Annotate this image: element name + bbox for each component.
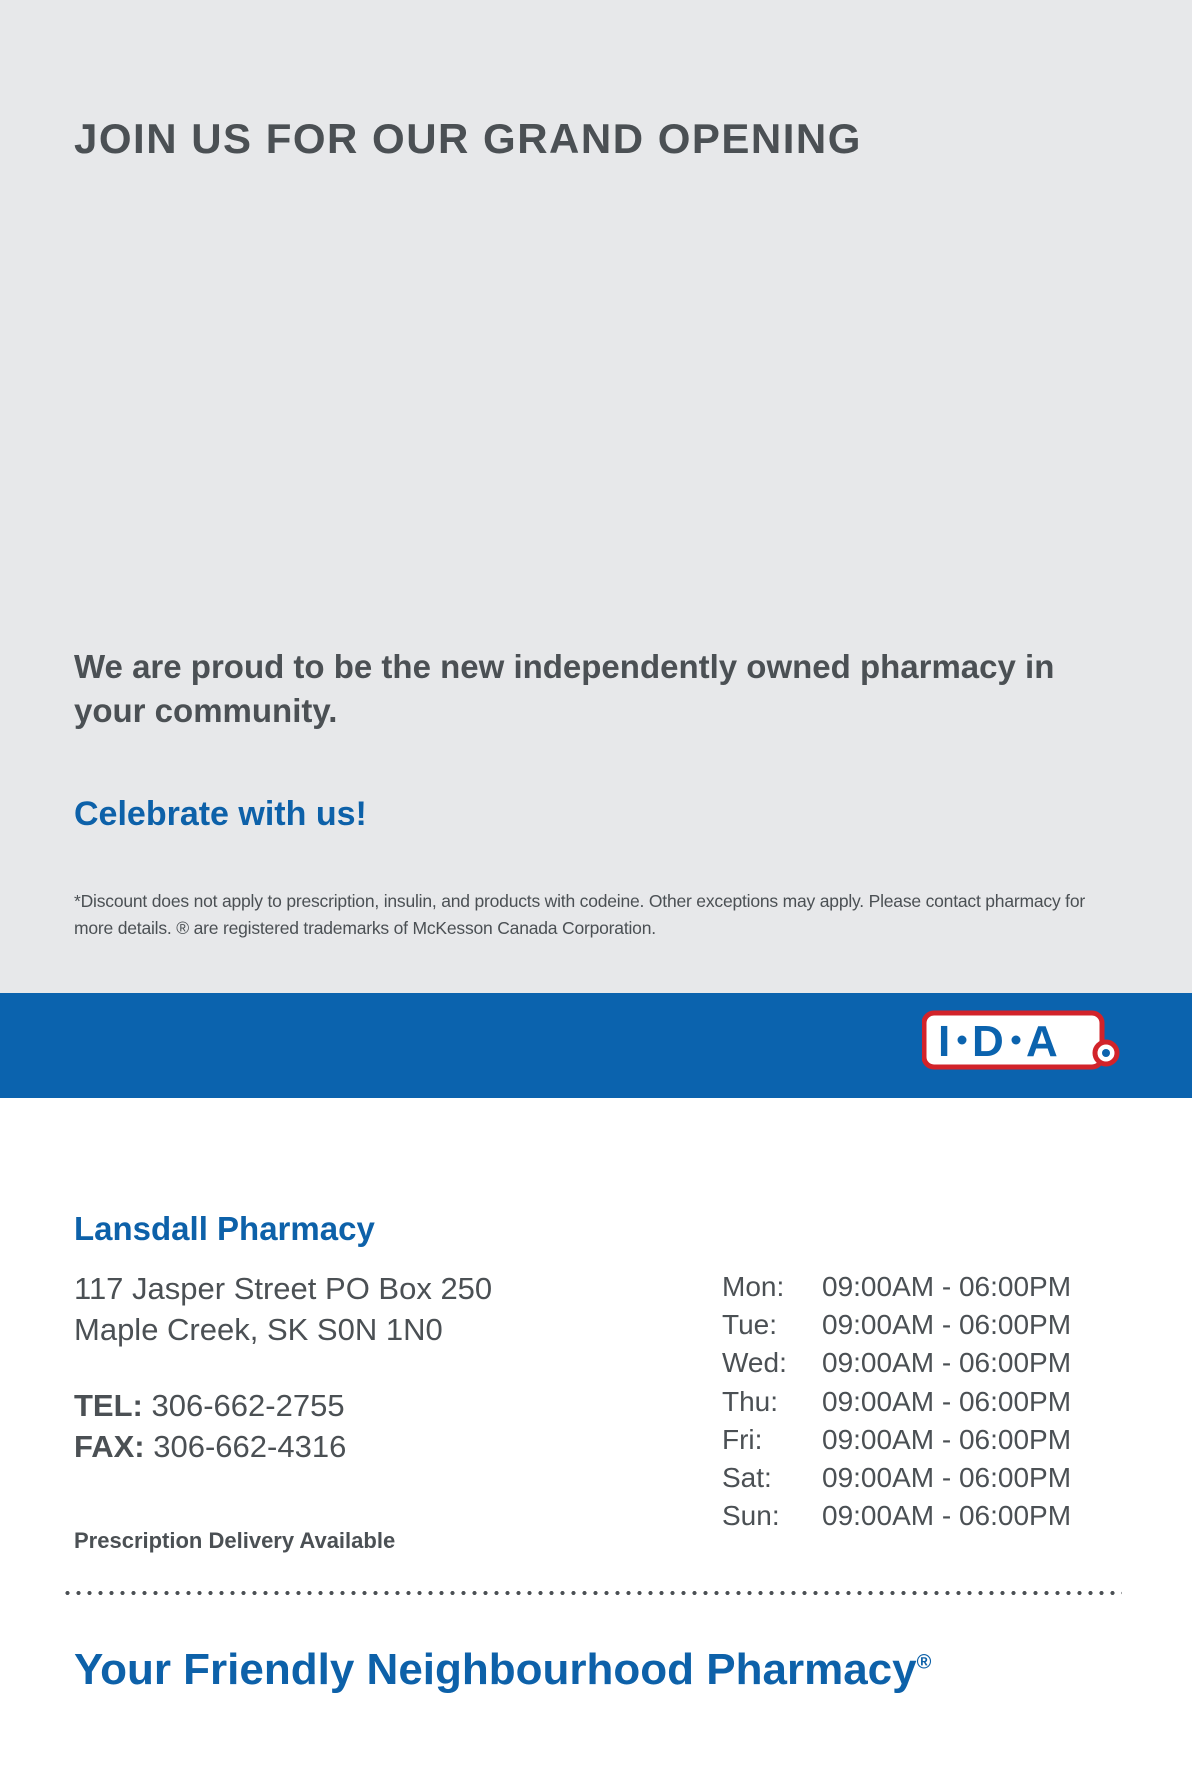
address-line-1: 117 Jasper Street PO Box 250 <box>74 1271 493 1306</box>
fax-value: 306-662-4316 <box>153 1429 347 1465</box>
hours-day: Sat: <box>722 1462 772 1494</box>
delivery-note: Prescription Delivery Available <box>74 1528 396 1553</box>
page-title: JOIN US FOR OUR GRAND OPENING <box>74 115 862 162</box>
hours-time: 09:00AM - 06:00PM <box>822 1462 1072 1494</box>
hours-day: Wed: <box>722 1347 787 1379</box>
hours-row <box>722 1344 1071 1382</box>
hours-day: Sun: <box>722 1500 780 1532</box>
hours-row <box>722 1306 1071 1344</box>
svg-text:I: I <box>938 1017 953 1066</box>
hero-image-placeholder <box>74 200 1118 600</box>
hours-time: 09:00AM - 06:00PM <box>822 1423 1072 1455</box>
fax-label: FAX: <box>74 1429 145 1465</box>
tel-label: TEL: <box>74 1388 143 1423</box>
store-name: Lansdall Pharmacy <box>74 1210 375 1247</box>
hours-row <box>722 1459 1071 1497</box>
hours-time: 09:00AM - 06:00PM <box>822 1385 1072 1417</box>
telephone-row <box>74 1385 346 1426</box>
ida-logo <box>922 1007 1122 1073</box>
hours-day: Fri: <box>722 1423 763 1455</box>
tagline <box>74 1645 931 1695</box>
hours-row <box>722 1383 1071 1421</box>
tagline-text: Your Friendly Neighbourhood Pharmacy <box>74 1645 917 1694</box>
svg-text:A: A <box>1026 1017 1058 1066</box>
hours-row <box>722 1497 1071 1535</box>
celebrate-heading: Celebrate with us! <box>74 795 367 833</box>
hours-row <box>722 1421 1071 1459</box>
store-address <box>74 1268 492 1350</box>
divider <box>62 1590 1122 1596</box>
store-hours <box>722 1268 1071 1536</box>
proud-statement: We are proud to be the new independently owned pharmacy in your community. <box>74 648 1055 729</box>
hours-time: 09:00AM - 06:00PM <box>822 1347 1072 1379</box>
svg-text:D: D <box>972 1017 1004 1066</box>
hours-time: 09:00AM - 06:00PM <box>822 1309 1072 1341</box>
hours-time: 09:00AM - 06:00PM <box>822 1271 1072 1302</box>
registered-mark: ® <box>916 1651 932 1674</box>
hours-row <box>722 1268 1071 1306</box>
fax-row <box>74 1426 346 1467</box>
address-line-2: Maple Creek, SK S0N 1N0 <box>74 1312 443 1348</box>
tel-value: 306-662-2755 <box>151 1388 345 1423</box>
disclaimer-text: *Discount does not apply to prescription, insulin, and products with codeine. Other exceptions may apply. Please contact pharmacy for more details. ® are registered trademarks of McKesson Canada Corporation. <box>74 891 1085 939</box>
hours-day: Tue: <box>722 1309 777 1341</box>
hours-time: 09:00AM - 06:00PM <box>822 1500 1072 1532</box>
contact-block <box>74 1385 346 1467</box>
hours-day: Mon: <box>722 1271 785 1302</box>
hours-day: Thu: <box>722 1385 779 1417</box>
